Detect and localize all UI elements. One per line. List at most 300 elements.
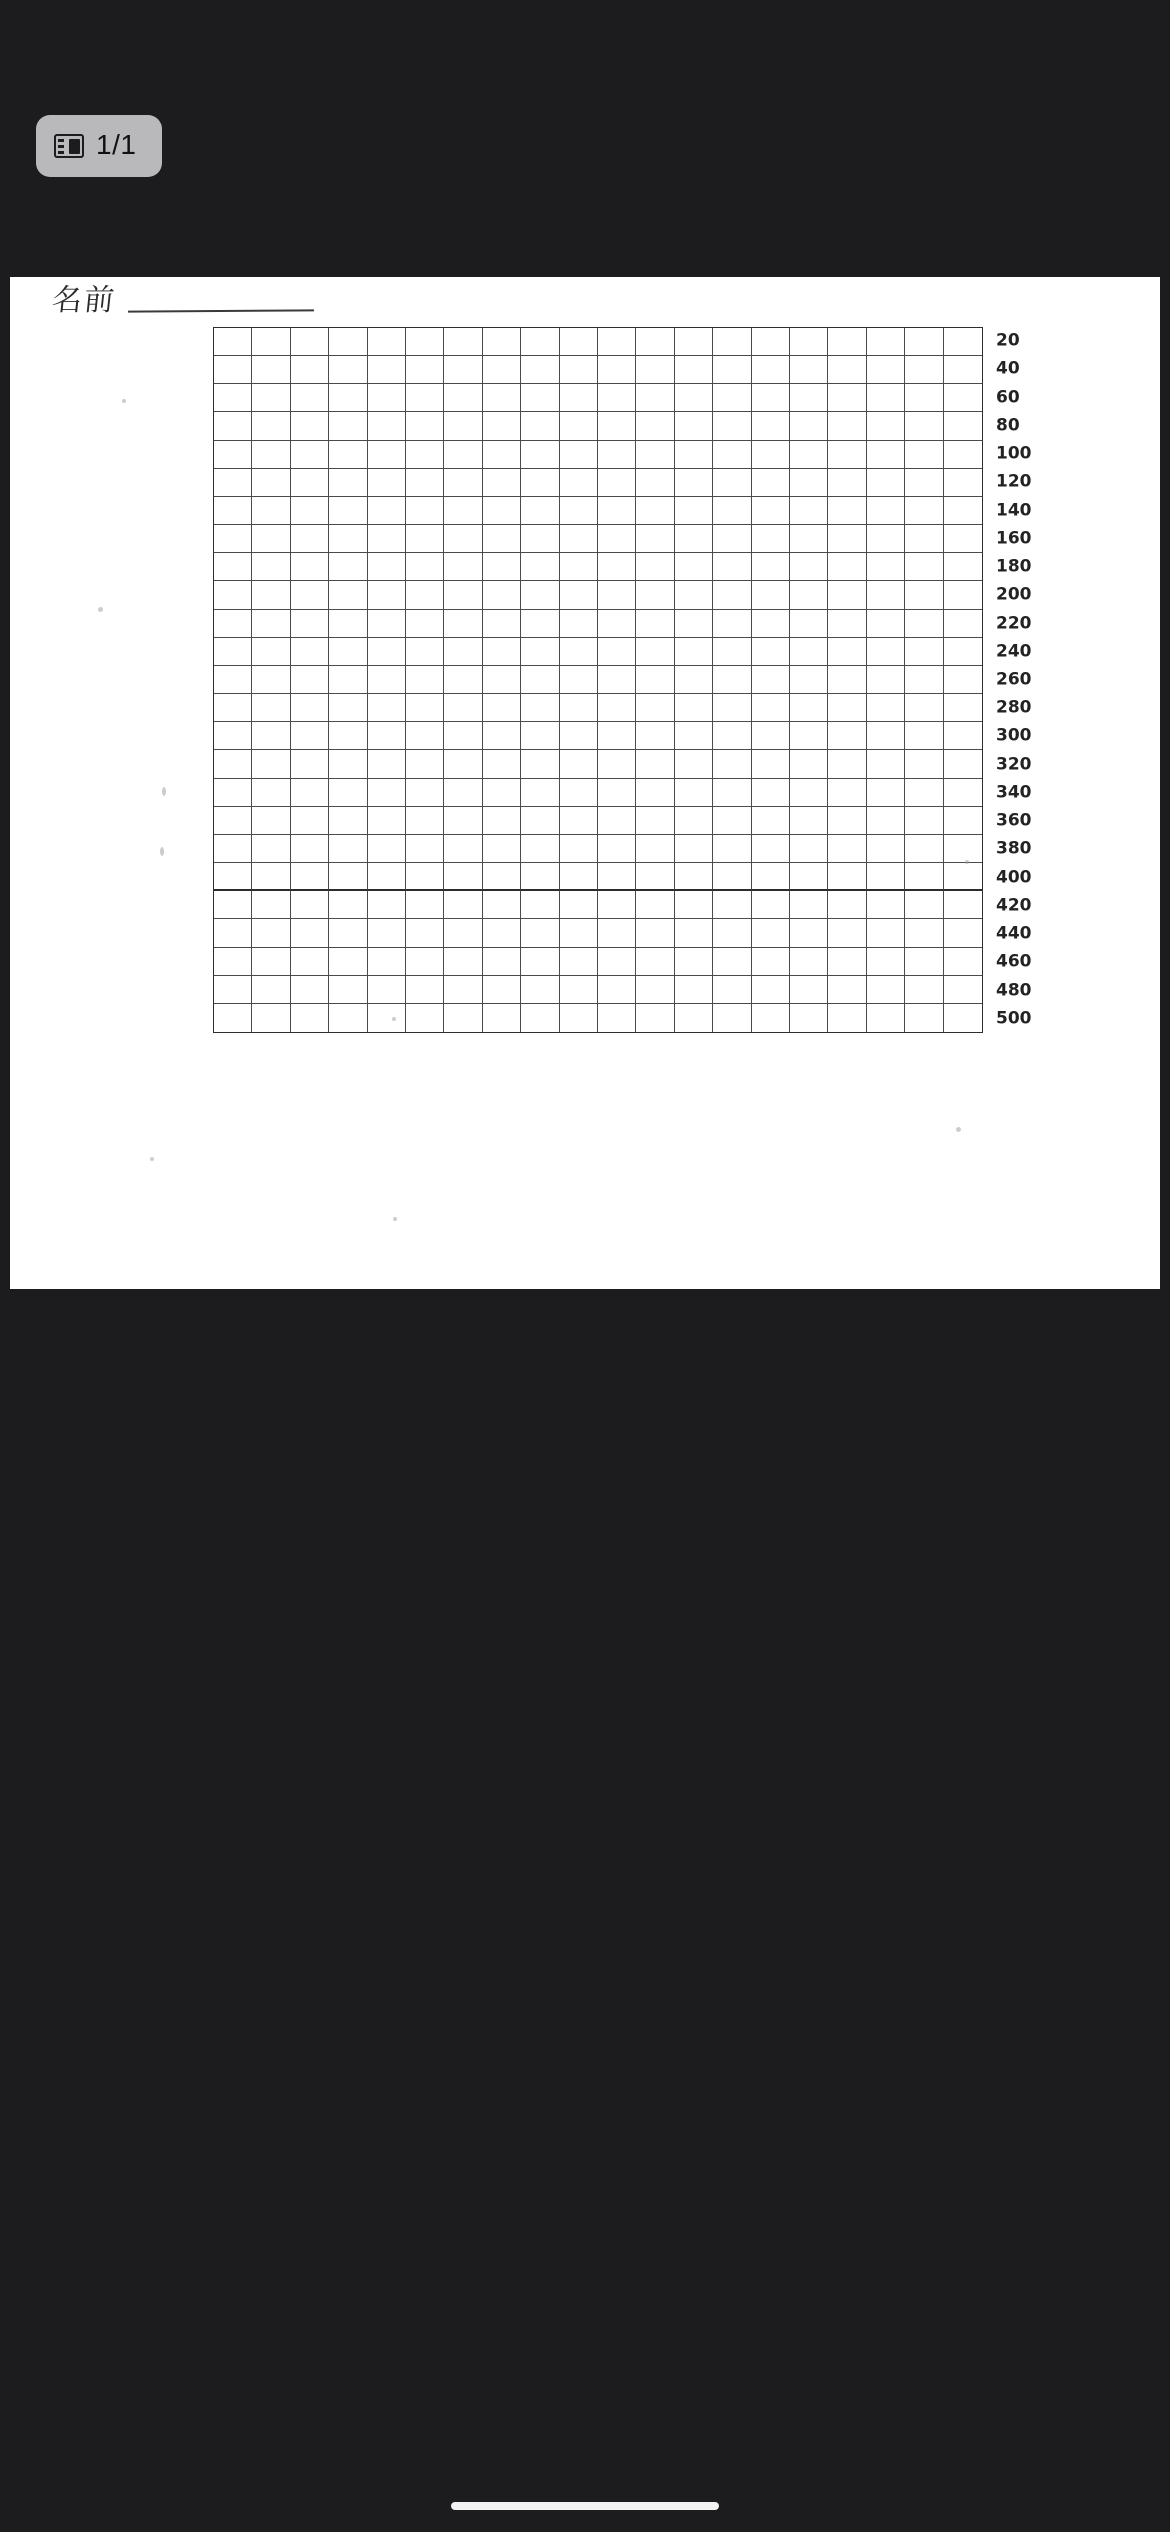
grid-cell [291,807,329,835]
grid-cell [752,581,790,609]
grid-cell [790,328,828,356]
grid-cell [406,976,444,1004]
grid-cell [944,328,982,356]
grid-cell [636,581,674,609]
grid-cell [867,553,905,581]
grid-cell [675,722,713,750]
grid-cell [790,469,828,497]
grid-cell [905,891,943,919]
grid-cell [905,328,943,356]
grid-cell [291,497,329,525]
grid-cell [329,779,367,807]
grid-cell [368,1004,406,1032]
grid-cell [406,581,444,609]
grid-cell [752,525,790,553]
grid-cell [252,750,290,778]
grid-cell [291,581,329,609]
grid-cell [867,638,905,666]
grid-cell [905,441,943,469]
grid-cell [752,328,790,356]
grid-cell [291,610,329,638]
grid-cell [521,1004,559,1032]
grid-cell [944,553,982,581]
grid-cell [675,694,713,722]
row-count-label: 140 [996,500,1032,521]
grid-cell [905,948,943,976]
grid-cell [444,750,482,778]
grid-cell [291,553,329,581]
grid-cell [944,948,982,976]
grid-cell [521,722,559,750]
grid-cell [675,384,713,412]
grid-cell [483,412,521,440]
grid-cell [444,581,482,609]
grid-cell [752,441,790,469]
manuscript-grid [213,327,983,1033]
grid-cell [483,384,521,412]
grid-cell [905,863,943,891]
grid-cell [521,610,559,638]
grid-cell [598,694,636,722]
grid-cell [905,750,943,778]
grid-cell [329,835,367,863]
grid-cell [675,976,713,1004]
grid-cell [444,835,482,863]
grid-cell [560,807,598,835]
grid-cell [483,891,521,919]
grid-cell [867,863,905,891]
grid-cell [483,807,521,835]
grid-cell [675,638,713,666]
grid-cell [598,807,636,835]
grid-cell [214,638,252,666]
grid-cell [944,581,982,609]
grid-cell [483,863,521,891]
grid-cell [444,497,482,525]
grid-cell [598,1004,636,1032]
grid-cell [329,807,367,835]
name-field-label: 名前 [50,283,118,318]
grid-cell [483,976,521,1004]
grid-cell [752,666,790,694]
grid-cell [368,356,406,384]
grid-cell [828,722,866,750]
row-count-label: 500 [996,1008,1032,1029]
grid-cell [905,553,943,581]
grid-cell [598,891,636,919]
grid-cell [214,384,252,412]
grid-cell [368,891,406,919]
grid-cell [368,750,406,778]
grid-cell [214,722,252,750]
name-field-line [128,309,314,312]
grid-cell [598,328,636,356]
grid-cell [406,469,444,497]
grid-cell [828,779,866,807]
grid-cell [214,835,252,863]
grid-cell [329,863,367,891]
grid-cell [713,976,751,1004]
grid-cell [752,948,790,976]
grid-cell [329,384,367,412]
grid-cell [483,469,521,497]
grid-cell [291,694,329,722]
grid-cell [867,722,905,750]
grid-cell [598,666,636,694]
grid-cell [214,441,252,469]
row-count-label: 440 [996,923,1032,944]
grid-cell [790,919,828,947]
grid-cell [368,553,406,581]
page-indicator-label: 1/1 [96,129,137,160]
grid-cell [560,553,598,581]
row-count-label: 40 [996,358,1020,379]
grid-cell [713,581,751,609]
grid-cell [828,976,866,1004]
grid-cell [368,919,406,947]
grid-cell [521,948,559,976]
grid-cell [368,441,406,469]
grid-cell [560,412,598,440]
grid-cell [444,384,482,412]
grid-cell [291,638,329,666]
grid-cell [598,976,636,1004]
grid-cell [406,694,444,722]
grid-cell [252,722,290,750]
grid-cell [752,553,790,581]
grid-cell [214,412,252,440]
grid-cell [252,356,290,384]
grid-cell [560,328,598,356]
grid-cell [752,638,790,666]
grid-cell [214,581,252,609]
grid-cell [598,948,636,976]
grid-cell [252,553,290,581]
grid-cell [329,553,367,581]
grid-cell [444,356,482,384]
grid-cell [790,553,828,581]
grid-cell [598,525,636,553]
grid-cell [675,750,713,778]
grid-cell [828,919,866,947]
grid-cell [483,779,521,807]
grid-cell [214,356,252,384]
grid-cell [598,384,636,412]
grid-cell [560,835,598,863]
grid-cell [252,863,290,891]
grid-cell [406,666,444,694]
grid-cell [713,666,751,694]
grid-cell [752,863,790,891]
grid-cell [675,525,713,553]
grid-cell [560,666,598,694]
grid-cell [713,412,751,440]
grid-cell [867,441,905,469]
grid-cell [752,412,790,440]
grid-cell [252,666,290,694]
grid-cell [713,610,751,638]
grid-cell [444,948,482,976]
grid-cell [790,722,828,750]
grid-cell [368,694,406,722]
grid-cell [828,807,866,835]
row-count-label: 340 [996,782,1032,803]
grid-cell [867,948,905,976]
grid-cell [905,469,943,497]
grid-cell [252,469,290,497]
grid-cell [444,525,482,553]
grid-cell [713,1004,751,1032]
grid-cell [905,694,943,722]
grid-cell [368,469,406,497]
grid-cell [214,750,252,778]
page-layout-icon [54,134,84,158]
grid-cell [444,553,482,581]
grid-cell [790,807,828,835]
grid-cell [752,835,790,863]
grid-cell [713,694,751,722]
grid-cell [944,638,982,666]
grid-cell [444,1004,482,1032]
grid-cell [521,441,559,469]
grid-cell [944,666,982,694]
grid-cell [828,1004,866,1032]
grid-cell [598,441,636,469]
grid-cell [252,412,290,440]
grid-cell [406,525,444,553]
grid-cell [252,1004,290,1032]
grid-cell [214,779,252,807]
grid-cell [636,750,674,778]
grid-cell [214,891,252,919]
grid-cell [406,722,444,750]
grid-cell [214,553,252,581]
grid-cell [828,835,866,863]
grid-cell [406,948,444,976]
grid-cell [867,750,905,778]
grid-cell [675,581,713,609]
grid-cell [713,328,751,356]
name-field [50,283,314,318]
grid-cell [329,525,367,553]
row-count-label: 320 [996,754,1032,775]
grid-cell [944,1004,982,1032]
grid-cell [713,638,751,666]
grid-cell [368,807,406,835]
grid-cell [483,722,521,750]
grid-cell [252,328,290,356]
grid-cell [752,891,790,919]
grid-cell [752,384,790,412]
grid-cell [368,412,406,440]
grid-cell [828,441,866,469]
grid-cell [521,750,559,778]
grid-cell [368,863,406,891]
grid-cell [521,919,559,947]
grid-cell [444,891,482,919]
grid-cell [444,469,482,497]
grid-cell [214,469,252,497]
row-count-label: 200 [996,584,1032,605]
grid-cell [368,722,406,750]
grid-cell [752,469,790,497]
grid-cell [598,722,636,750]
row-count-label: 160 [996,528,1032,549]
grid-cell [560,497,598,525]
scanned-worksheet-page[interactable] [10,277,1160,1289]
grid-cell [867,779,905,807]
grid-cell [329,412,367,440]
grid-cell [713,525,751,553]
row-count-label: 100 [996,443,1032,464]
grid-cell [406,384,444,412]
grid-cell [636,694,674,722]
grid-cell [944,525,982,553]
row-count-label: 480 [996,980,1032,1001]
grid-cell [521,525,559,553]
grid-cell [560,722,598,750]
grid-cell [560,919,598,947]
grid-cell [752,610,790,638]
grid-cell [291,1004,329,1032]
grid-cell [444,412,482,440]
grid-cell [828,581,866,609]
grid-cell [713,356,751,384]
row-count-label: 80 [996,415,1020,436]
page-indicator-badge[interactable] [36,115,162,177]
grid-cell [867,976,905,1004]
grid-cell [521,891,559,919]
grid-cell [636,779,674,807]
grid-cell [752,779,790,807]
grid-cell [406,328,444,356]
grid-cell [214,1004,252,1032]
grid-cell [790,384,828,412]
grid-cell [752,356,790,384]
grid-cell [790,976,828,1004]
grid-cell [214,497,252,525]
grid-cell [636,384,674,412]
grid-cell [598,779,636,807]
grid-cell [560,779,598,807]
grid-cell [867,919,905,947]
grid-cell [713,553,751,581]
grid-cell [713,779,751,807]
grid-cell [406,441,444,469]
grid-cell [214,948,252,976]
grid-cell [521,694,559,722]
grid-cell [905,356,943,384]
grid-cell [368,948,406,976]
grid-cell [252,835,290,863]
grid-cell [560,948,598,976]
grid-cell [828,469,866,497]
grid-cell [560,525,598,553]
grid-cell [636,863,674,891]
grid-cell [867,1004,905,1032]
grid-cell [483,356,521,384]
grid-cell [483,610,521,638]
grid-cell [828,356,866,384]
grid-cell [521,412,559,440]
row-count-label: 260 [996,669,1032,690]
grid-cell [521,469,559,497]
grid-cell [406,919,444,947]
grid-cell [790,694,828,722]
grid-cell [867,581,905,609]
grid-cell [444,976,482,1004]
grid-cell [291,356,329,384]
grid-cell [675,610,713,638]
grid-cell [828,497,866,525]
grid-cell [867,356,905,384]
grid-cell [368,835,406,863]
grid-cell [675,1004,713,1032]
grid-cell [521,666,559,694]
grid-cell [329,891,367,919]
row-count-label: 360 [996,810,1032,831]
grid-cell [828,384,866,412]
grid-cell [291,722,329,750]
grid-cell [598,610,636,638]
grid-cell [368,525,406,553]
row-count-label: 380 [996,838,1032,859]
grid-cell [675,328,713,356]
grid-cell [636,722,674,750]
grid-cell [406,356,444,384]
grid-cell [636,891,674,919]
grid-cell [560,694,598,722]
grid-cell [598,412,636,440]
grid-cell [329,976,367,1004]
grid-cell [214,976,252,1004]
grid-cell [483,948,521,976]
grid-cell [636,553,674,581]
grid-cell [867,610,905,638]
grid-cell [790,356,828,384]
row-count-label: 240 [996,641,1032,662]
grid-cell [675,666,713,694]
grid-cell [790,750,828,778]
row-count-label: 300 [996,725,1032,746]
grid-cell [291,948,329,976]
grid-cell [368,610,406,638]
grid-cell [560,384,598,412]
grid-cell [214,863,252,891]
grid-cell [291,976,329,1004]
grid-cell [905,384,943,412]
grid-cell [636,610,674,638]
grid-cell [291,412,329,440]
grid-cell [828,948,866,976]
grid-cell [905,581,943,609]
grid-cell [752,976,790,1004]
grid-cell [905,976,943,1004]
grid-cell [252,694,290,722]
grid-cell [944,356,982,384]
row-count-label: 280 [996,697,1032,718]
grid-cell [944,412,982,440]
grid-cell [828,638,866,666]
grid-cell [598,835,636,863]
grid-cell [713,497,751,525]
grid-cell [483,694,521,722]
grid-cell [368,638,406,666]
grid-cell [752,722,790,750]
grid-cell [790,412,828,440]
grid-cell [905,497,943,525]
grid-cell [867,525,905,553]
